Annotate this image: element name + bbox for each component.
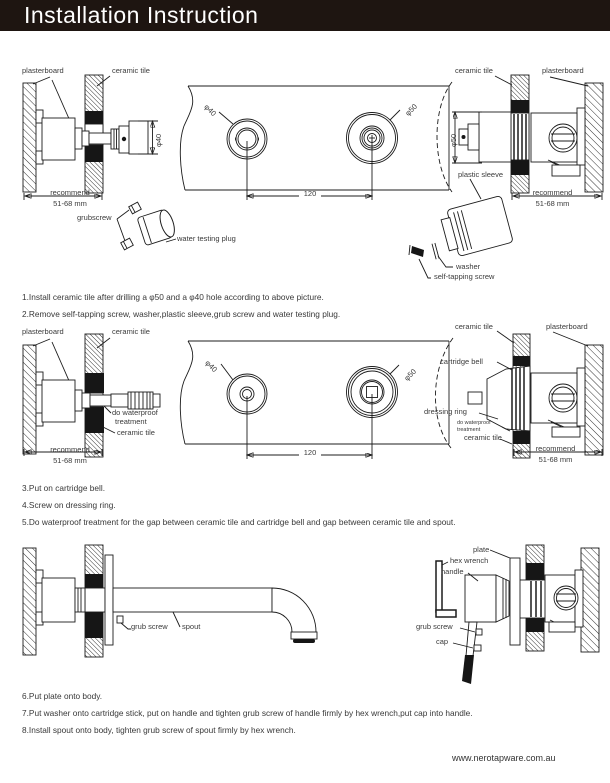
label-plasterboard: plasterboard	[542, 66, 584, 75]
step-1: 1.Install ceramic tile after drilling a φ50 and a φ40 hole according to above picture.	[22, 292, 324, 302]
dim-phi50: φ50	[449, 133, 458, 147]
label-ceramic-tile: ceramic tile	[112, 327, 150, 336]
label-handle: handle	[441, 567, 464, 576]
label-plasterboard: plasterboard	[22, 327, 64, 336]
dim-recommend-range: 51-68 mm	[535, 199, 570, 208]
dim-phi40-hole: φ40	[203, 358, 220, 375]
dim-recommend-range: 51-68 mm	[53, 456, 87, 465]
label-plasterboard: plasterboard	[546, 322, 588, 331]
label-grub-screw: grub screw	[416, 622, 453, 631]
step-5: 5.Do waterproof treatment for the gap between ceramic tile and cartridge bell and gap between ceramic tile and spout.	[22, 517, 456, 527]
figure1-tile-panel	[180, 86, 449, 200]
website-url: www.nerotapware.com.au	[452, 753, 556, 763]
dim-phi40-hole: φ40	[202, 102, 219, 119]
label-ceramic-tile: ceramic tile	[464, 433, 502, 442]
label-water-testing-plug: water testing plug	[177, 234, 236, 243]
dim-phi50-hole: φ50	[402, 366, 419, 383]
label-spout: spout	[182, 622, 201, 631]
dim-recommend: recommend	[535, 444, 576, 453]
label-washer: washer	[456, 262, 481, 271]
label-ceramic-tile: ceramic tile	[455, 66, 493, 75]
label-grubscrew: grubscrew	[77, 213, 112, 222]
dim-phi40: φ40	[154, 133, 163, 147]
step-2: 2.Remove self-tapping screw, washer,plastic sleeve,grub screw and water testing plug.	[22, 309, 341, 319]
dim-recommend: recommend	[532, 188, 573, 197]
dim-recommend: recommend	[50, 445, 90, 454]
page-title: Installation Instruction	[24, 2, 259, 28]
figure2-wall-section-left	[23, 334, 160, 457]
figure1-wall-section-right	[437, 75, 603, 200]
dim-recommend-range: 51-68 mm	[538, 455, 573, 464]
dim-phi50-hole: φ50	[403, 101, 420, 118]
dim-recommend-range: 51-68 mm	[53, 199, 87, 208]
step-8: 8.Install spout onto body, tighten grub screw of spout firmly by hex wrench.	[22, 725, 296, 735]
label-grub-screw: grub screw	[131, 622, 168, 631]
label-dressing-ring: dressing ring	[424, 407, 467, 416]
label-plate: plate	[473, 545, 490, 554]
figure3-spout-section	[23, 545, 317, 657]
label-do-waterproof: do waterproof	[457, 420, 491, 426]
figure3-handle-section	[436, 545, 599, 684]
label-ceramic-tile: ceramic tile	[117, 428, 155, 437]
label-treatment: treatment	[115, 417, 147, 426]
figure1-grubscrew-plug-parts	[117, 202, 177, 250]
label-ceramic-tile: ceramic tile	[112, 66, 150, 75]
dim-spacing-120: 120	[303, 189, 317, 198]
figure2-wall-section-right	[435, 331, 603, 458]
dim-spacing-120: 120	[303, 448, 317, 457]
label-cartridge-bell: cartridge bell	[440, 357, 483, 366]
label-do-waterproof: do waterproof	[112, 408, 158, 417]
label-plastic-sleeve: plastic sleeve	[458, 170, 504, 179]
step-4: 4.Screw on dressing ring.	[22, 500, 116, 510]
label-ceramic-tile: ceramic tile	[455, 322, 493, 331]
step-7: 7.Put washer onto cartridge stick, put on handle and tighten grub screw of handle firmly by hex wrench,put cap into handle.	[22, 708, 473, 718]
label-plasterboard: plasterboard	[22, 66, 64, 75]
label-self-tapping-screw: self-tapping screw	[434, 272, 495, 281]
figure2-tile-panel	[180, 341, 449, 459]
label-cap: cap	[436, 637, 449, 646]
step-3: 3.Put on cartridge bell.	[22, 483, 106, 493]
figure1-wall-section-left	[23, 75, 158, 200]
dim-recommend: recommend	[50, 188, 90, 197]
label-treatment: treatment	[457, 427, 481, 433]
label-hex-wrench: hex wrench	[450, 556, 489, 565]
step-6: 6.Put plate onto body.	[22, 691, 103, 701]
